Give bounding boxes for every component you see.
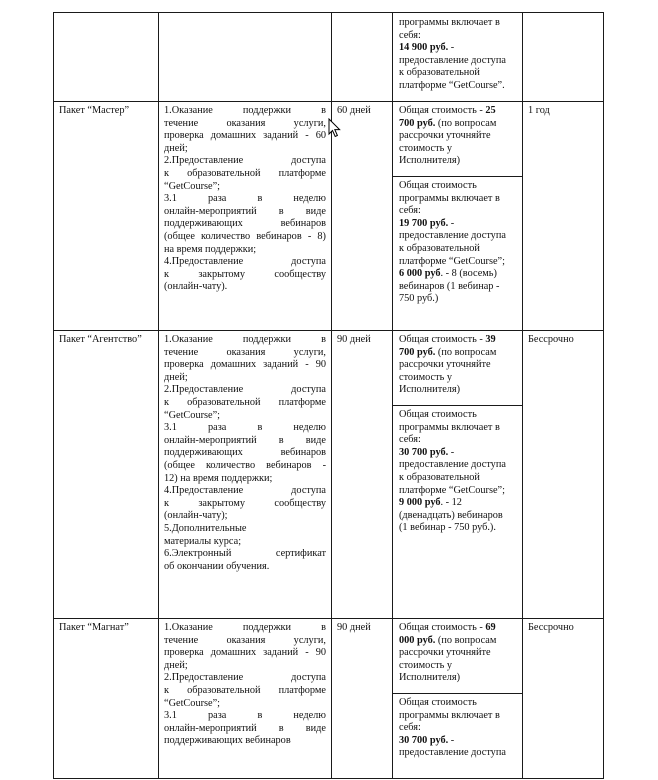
duration: 90 дней [337, 622, 371, 633]
mouse-cursor-icon [328, 118, 342, 138]
service-item: 2.Предоставление доступа к образовательной платформе “GetCourse”; [164, 672, 326, 709]
service-item: 2.Предоставление доступа к образовательной платформе “GetCourse”; [164, 155, 326, 192]
table-row-partial [54, 13, 604, 102]
term-cell [523, 619, 604, 779]
total-price: Общая стоимость - 39 700 руб. (по вопросам рассрочки уточняйте стоимость у Исполнителя) [399, 334, 497, 396]
duration-cell [332, 619, 393, 779]
services-cell [159, 102, 332, 331]
price-cell [393, 102, 523, 331]
term-cell [523, 102, 604, 331]
price-cell [393, 619, 523, 779]
price-breakdown: Общая стоимость программы включает в себя: 30 700 руб. - предоставление доступа [393, 693, 522, 763]
package-name: Пакет “Магнат” [59, 622, 129, 633]
access-term: Бессрочно [528, 334, 574, 345]
total-price: Общая стоимость - 25 700 руб. (по вопросам рассрочки уточняйте стоимость у Исполнителя) [399, 105, 497, 167]
service-item: 1.Оказание поддержки в течение оказания услуги, проверка домашних заданий - 90 дней; [164, 334, 326, 383]
service-item: 1.Оказание поддержки в течение оказания услуги, проверка домашних заданий - 60 дней; [164, 105, 326, 154]
services-cell [159, 331, 332, 619]
price-breakdown: программы включает в себя: 14 900 руб. - предоставление доступа к образовательной платформе “GetCourse”. [399, 17, 506, 91]
term-cell [523, 13, 604, 102]
service-item: 1.Оказание поддержки в течение оказания услуги, проверка домашних заданий - 90 дней; [164, 622, 326, 671]
price-cell [393, 13, 523, 102]
services-cell [159, 619, 332, 779]
package-name-cell [54, 13, 159, 102]
service-item: 5.Дополнительные материалы курса; [164, 522, 247, 547]
package-name: Пакет “Мастер” [59, 105, 130, 116]
service-item: 6.Электронный сертификат об окончании обучения. [164, 548, 326, 572]
service-item: 4.Предоставление доступа к закрытому сообществу (онлайн-чату). [164, 256, 326, 293]
package-name-cell [54, 619, 159, 779]
service-item: 4.Предоставление доступа к закрытому сообществу (онлайн-чату); [164, 485, 326, 522]
access-term: 1 год [528, 105, 550, 116]
service-item: 2.Предоставление доступа к образовательной платформе “GetCourse”; [164, 384, 326, 421]
duration-cell [332, 331, 393, 619]
package-name-cell [54, 102, 159, 331]
package-name: Пакет “Агентство” [59, 334, 142, 345]
table-row [54, 619, 604, 779]
access-term: Бессрочно [528, 622, 574, 633]
total-price: Общая стоимость - 69 000 руб. (по вопросам рассрочки уточняйте стоимость у Исполнителя) [399, 622, 497, 684]
service-item: 3.1 раза в неделю онлайн-мероприятий в виде поддерживающих вебинаров (общее количество вебинаров - 12) на время поддержки; [164, 422, 326, 484]
duration: 60 дней [337, 105, 371, 116]
package-name-cell [54, 331, 159, 619]
service-item: 3.1 раза в неделю онлайн-мероприятий в виде поддерживающих вебинаров [164, 710, 326, 747]
service-item: 3.1 раза в неделю онлайн-мероприятий в виде поддерживающих вебинаров (общее количество вебинаров - 8) на время поддержки; [164, 193, 326, 255]
duration: 90 дней [337, 334, 371, 345]
table-row [54, 331, 604, 619]
duration-cell [332, 13, 393, 102]
services-cell [159, 13, 332, 102]
price-cell [393, 331, 523, 619]
price-breakdown: Общая стоимость программы включает в себя: 30 700 руб. - предоставление доступа к образовательной платформе “GetCourse”; 9 000 руб. - 12 (двенадцать) вебинаров (1 вебинар - 750 руб.). [393, 405, 522, 538]
term-cell [523, 331, 604, 619]
price-breakdown: Общая стоимость программы включает в себя: 19 700 руб. - предоставление доступа к образовательной платформе “GetCourse”; 6 000 руб. - 8 (восемь) вебинаров (1 вебинар - 750 руб.) [393, 176, 522, 309]
